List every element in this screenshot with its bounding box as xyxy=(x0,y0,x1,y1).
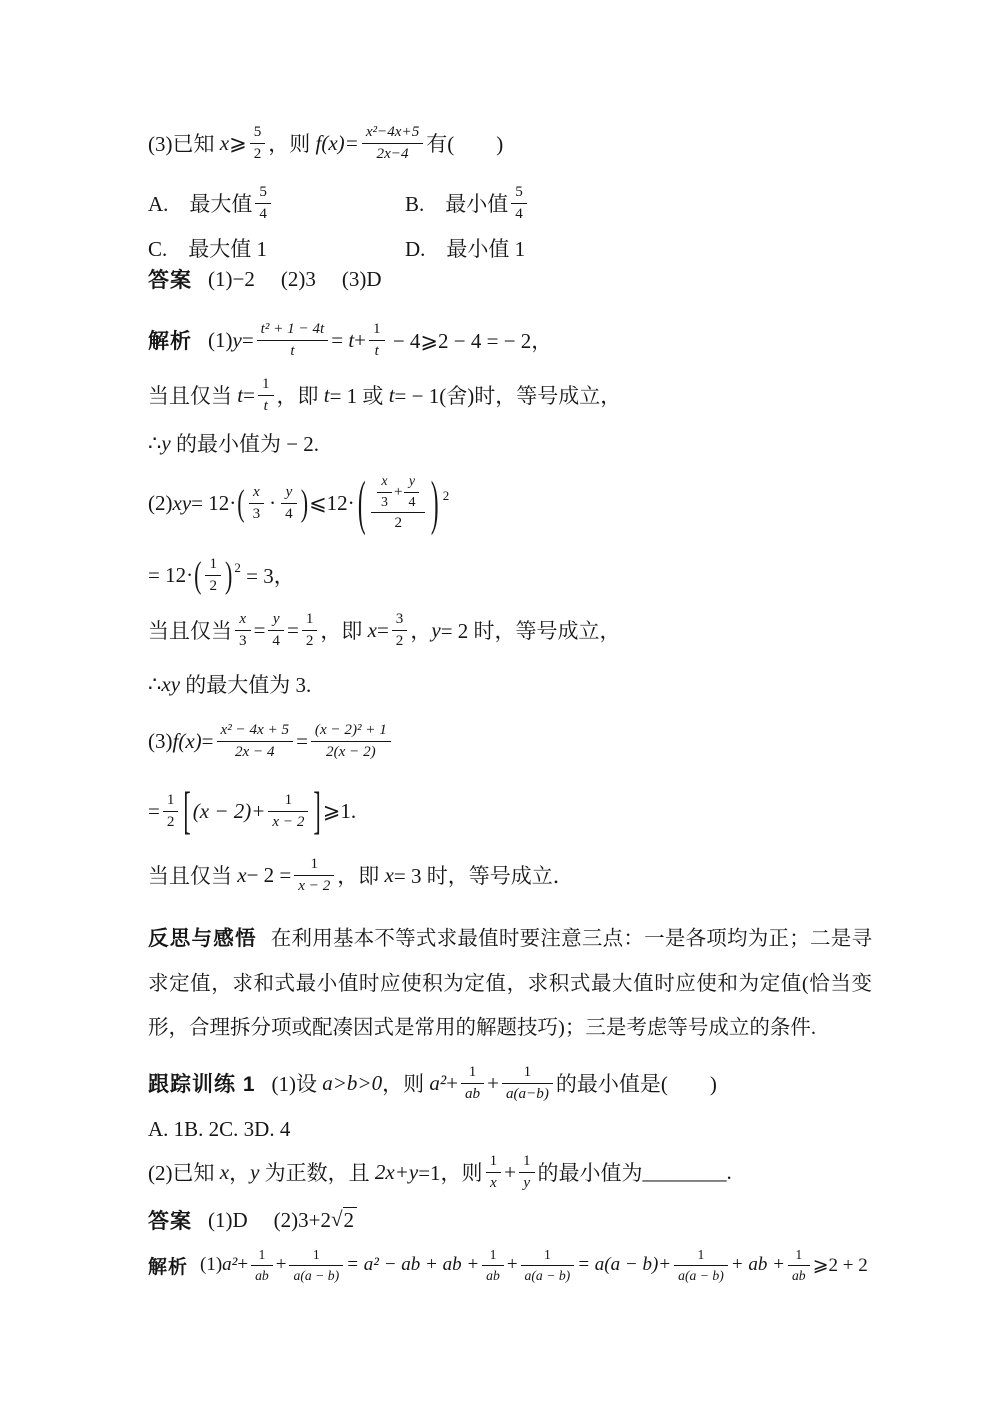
fraction-numerator: 5 xyxy=(511,183,527,204)
text-run: 的最大值为 3. xyxy=(180,673,312,697)
text-run: = xyxy=(241,327,254,352)
text-run: (2)已知 xyxy=(148,1161,220,1185)
math-run: x xyxy=(237,862,247,887)
math-run: + ab + xyxy=(730,1254,785,1275)
fraction xyxy=(461,1063,484,1104)
fraction xyxy=(369,320,385,361)
fraction-numerator: 5 xyxy=(250,123,266,144)
answer-item: (3)D xyxy=(341,266,382,291)
fraction xyxy=(311,721,391,762)
solution-2-step-2 xyxy=(148,551,295,599)
fraction xyxy=(235,610,251,651)
text-run: ，即 xyxy=(320,619,368,643)
fraction-denominator: ab xyxy=(486,1267,500,1283)
math-run: 2x+y xyxy=(374,1159,419,1184)
fraction xyxy=(258,375,274,416)
fraction-numerator xyxy=(371,473,425,513)
option-b xyxy=(405,183,530,224)
problem-3-statement xyxy=(148,118,503,168)
fraction-numerator: y xyxy=(268,610,284,631)
text-run: (1) xyxy=(200,1254,223,1275)
therefore-symbol: ∴ xyxy=(148,430,162,455)
math-run: y xyxy=(232,327,242,352)
text-run: (1)设 xyxy=(271,1072,323,1096)
text-run: ⩾1. xyxy=(322,798,357,823)
text-run: − 2 = xyxy=(246,862,292,887)
fraction xyxy=(281,483,297,524)
fraction-denominator: 2 xyxy=(166,813,175,830)
option-a-label: A. 最大值 xyxy=(148,192,253,216)
answer-line-1 xyxy=(148,264,382,294)
fraction-denominator: 2(x − 2) xyxy=(326,743,376,760)
option-c-label: C. 最大值 1 xyxy=(148,237,268,261)
fraction-denominator: 2 xyxy=(395,632,404,649)
options-row-2 xyxy=(148,233,525,263)
fraction xyxy=(251,1246,273,1283)
fraction xyxy=(511,183,527,224)
text-run: (3)已知 xyxy=(148,132,220,156)
math-run: t xyxy=(323,382,330,407)
solution-4-line xyxy=(148,1238,868,1292)
plus-sign: + xyxy=(487,1070,499,1095)
solution-1-step-1 xyxy=(148,315,552,365)
option-d-label: D. 最小值 1 xyxy=(405,237,526,261)
math-run: x xyxy=(219,130,230,155)
text-run: ⩾2 + 2 xyxy=(812,1254,868,1276)
fraction-numerator: 1 xyxy=(289,1246,343,1265)
fraction-denominator: 4 xyxy=(259,205,267,222)
text-run: + xyxy=(354,327,366,352)
fraction-denominator: 4 xyxy=(515,205,523,222)
fraction-denominator: 2 xyxy=(305,632,314,649)
fraction-denominator: a(a − b) xyxy=(524,1267,571,1283)
solution-3-step-3 xyxy=(148,852,574,898)
follow-up-training-q2 xyxy=(148,1149,732,1195)
fraction-denominator: x − 2 xyxy=(272,813,305,830)
fraction-denominator: ab xyxy=(255,1267,269,1283)
answer-item: (1)D xyxy=(208,1207,248,1232)
fraction-denominator: ab xyxy=(465,1085,481,1102)
fraction xyxy=(392,610,408,651)
text-run: = xyxy=(243,382,255,407)
text-run: = xyxy=(331,327,349,352)
answer-item: (1)−2 xyxy=(208,266,255,291)
fraction-denominator: a(a − b) xyxy=(293,1267,340,1283)
fraction-denominator: 2 xyxy=(253,145,262,162)
fraction xyxy=(788,1246,810,1283)
text-run: =1，则 xyxy=(418,1161,483,1185)
fraction xyxy=(217,721,294,762)
fraction-numerator: 1 xyxy=(674,1246,728,1265)
leq-run: ⩽12· xyxy=(309,490,355,515)
fraction-numerator: t² + 1 − 4t xyxy=(257,320,329,341)
text-run: 的最小值是( ) xyxy=(555,1072,717,1096)
fraction xyxy=(377,473,392,511)
fraction xyxy=(404,473,419,511)
text-run: ， xyxy=(410,619,432,643)
fraction-denominator: 3 xyxy=(381,494,388,510)
math-run: xy xyxy=(161,671,181,696)
math-run: x xyxy=(384,862,394,887)
fraction-denominator: a(a−b) xyxy=(505,1085,549,1102)
fraction-denominator: 4 xyxy=(285,505,293,522)
text-run: (3) xyxy=(148,728,173,753)
answer-item: (2)3 xyxy=(280,266,316,291)
fraction-denominator: 3 xyxy=(252,505,261,522)
reflection-label: 反思与感悟 xyxy=(148,927,257,950)
reflection-body: 在利用基本不等式求最值时要注意三点：一是各项均为正；二是寻求定值，求和式最小值时应使积为定值，求积式最大值时应使和为定值(恰当变形，合理拆分项或配凑因式是常用的解题技巧)；三是考虑等号成立的条件. xyxy=(148,928,873,1039)
fraction-numerator: 1 xyxy=(461,1063,484,1084)
fraction-numerator: x xyxy=(377,473,392,492)
fraction xyxy=(674,1246,728,1283)
fraction xyxy=(250,123,266,164)
fraction-numerator: 1 xyxy=(302,610,318,631)
math-run: x xyxy=(219,1159,230,1184)
fraction-denominator: x − 2 xyxy=(298,877,331,894)
fraction-numerator: 1 xyxy=(482,1246,504,1265)
solution-label: 解析 xyxy=(148,1256,189,1278)
text-run: (1) xyxy=(208,327,233,352)
fraction-numerator: x² − 4x + 5 xyxy=(217,721,294,742)
superscript-2: 2 xyxy=(442,487,450,503)
fraction-numerator: 1 xyxy=(205,555,221,576)
fraction xyxy=(268,791,308,832)
text-run: = xyxy=(286,617,299,642)
text-run: ，即 xyxy=(276,384,324,408)
fraction xyxy=(205,555,221,596)
fraction-denominator: 3 xyxy=(239,632,247,649)
follow-up-training-q1 xyxy=(148,1058,717,1108)
solution-3-step-2 xyxy=(148,780,357,840)
fraction xyxy=(521,1246,575,1283)
option-d xyxy=(405,233,525,263)
fraction-numerator: 1 xyxy=(519,1152,535,1173)
complex-fraction xyxy=(371,473,425,533)
fraction-denominator: a(a − b) xyxy=(678,1267,724,1283)
text-run: = − 1(舍)时，等号成立， xyxy=(394,384,622,408)
fraction-numerator: 1 xyxy=(258,375,274,396)
fraction-numerator: 1 xyxy=(486,1152,502,1173)
text-run: = 12· xyxy=(148,562,194,587)
text-run: ， xyxy=(229,1161,251,1185)
math-run: (x − 2)+ xyxy=(192,798,266,823)
solution-label: 解析 xyxy=(148,330,192,353)
math-run: = a² − ab + ab + xyxy=(346,1254,480,1275)
text-run: = xyxy=(148,798,160,823)
text-run: ，则 xyxy=(268,132,316,156)
text-run: − 4⩾2 − 4 = − 2， xyxy=(387,329,553,353)
fraction-numerator: 1 xyxy=(502,1063,553,1084)
fraction-numerator: 1 xyxy=(268,791,308,812)
math-run: a² xyxy=(222,1254,238,1275)
fraction-denominator: 2 xyxy=(209,577,217,594)
radical-sign: √ xyxy=(331,1207,343,1232)
fraction xyxy=(257,320,329,361)
superscript-2: 2 xyxy=(234,559,241,575)
answer-label: 答案 xyxy=(148,269,192,292)
fraction-denominator: t xyxy=(374,342,379,359)
big-paren-left: ( xyxy=(357,467,366,536)
training-options-text: A. 1B. 2C. 3D. 4 xyxy=(148,1117,291,1141)
plus-sign: + xyxy=(237,1254,249,1275)
reflection-note xyxy=(148,917,872,1051)
solution-3-step-1 xyxy=(148,716,394,766)
solution-2-conclusion xyxy=(148,669,311,699)
fraction xyxy=(294,855,334,896)
text-run: = xyxy=(296,728,308,753)
math-run: a² xyxy=(429,1070,447,1095)
math-run: t xyxy=(348,327,355,352)
fraction-denominator: y xyxy=(523,1174,531,1191)
text-run: 为正数，且 xyxy=(259,1161,375,1185)
fraction-denominator: ab xyxy=(791,1267,806,1283)
text-run: 的最小值为 xyxy=(537,1161,643,1185)
math-run: xy xyxy=(172,490,192,515)
text-run: 当且仅当 xyxy=(148,864,238,888)
fraction-numerator: 3 xyxy=(392,610,408,631)
solution-1-step-2 xyxy=(148,372,621,418)
fraction-numerator: 1 xyxy=(788,1246,810,1265)
training-label: 跟踪训练 1 xyxy=(148,1073,256,1096)
fraction xyxy=(268,610,284,651)
answer-line-2 xyxy=(148,1203,357,1237)
text-run: = 3 时，等号成立． xyxy=(393,864,574,888)
fraction xyxy=(502,1063,553,1104)
fraction-denominator: x xyxy=(489,1174,497,1191)
math-run: y xyxy=(161,430,171,455)
fraction xyxy=(519,1152,535,1193)
math-run: f(x) xyxy=(172,728,202,753)
fraction-numerator: (x − 2)² + 1 xyxy=(311,721,391,742)
plus-sign: + xyxy=(504,1159,516,1184)
fraction-denominator: 2x − 4 xyxy=(234,743,275,760)
fraction-denominator: 4 xyxy=(272,632,280,649)
text-run: = 1 或 xyxy=(329,384,389,408)
math-run: t xyxy=(237,382,244,407)
text-run: 有( ) xyxy=(426,132,504,156)
text-run: . xyxy=(726,1159,732,1184)
text-run: (2) xyxy=(148,490,173,515)
fraction xyxy=(362,123,423,164)
fraction-denominator: 2 xyxy=(394,514,402,531)
text-run: 当且仅当 xyxy=(148,384,238,408)
text-run: = xyxy=(201,728,214,753)
big-bracket-right: ] xyxy=(313,780,321,840)
training-options xyxy=(148,1117,290,1142)
plus-sign: + xyxy=(446,1070,458,1095)
big-paren-right: ) xyxy=(225,552,233,596)
multiply-dot: · xyxy=(269,490,277,515)
plus-sign: + xyxy=(506,1254,518,1275)
text-run: 当且仅当 xyxy=(148,619,232,643)
square-root xyxy=(331,1207,357,1232)
text-run: = 2 时，等号成立， xyxy=(440,619,621,643)
fraction-numerator: 1 xyxy=(294,855,334,876)
math-run: y xyxy=(431,617,441,642)
math-run: x xyxy=(367,617,377,642)
fraction-denominator: t xyxy=(290,342,295,359)
fraction-numerator: 1 xyxy=(163,791,179,812)
math-run: y xyxy=(250,1159,260,1184)
fraction-numerator: 5 xyxy=(255,183,271,204)
fraction-numerator: x xyxy=(235,610,251,631)
fraction-numerator: x²−4x+5 xyxy=(362,123,423,144)
options-row-1 xyxy=(148,179,530,227)
math-run: = a(a − b)+ xyxy=(577,1254,672,1275)
fraction-numerator: y xyxy=(404,473,419,492)
fraction-numerator: x xyxy=(249,483,265,504)
big-paren-left: ( xyxy=(194,552,202,596)
fraction xyxy=(486,1152,502,1193)
fraction-denominator: t xyxy=(263,397,268,414)
solution-1-conclusion xyxy=(148,428,319,458)
solution-2-step-1 xyxy=(148,468,449,538)
fraction xyxy=(255,183,271,224)
fraction-denominator: 2x−4 xyxy=(376,145,409,162)
math-run: f(x)= xyxy=(315,130,359,155)
text-run: = xyxy=(253,617,266,642)
big-bracket-left: [ xyxy=(183,780,191,840)
math-run: t xyxy=(388,382,395,407)
geq-symbol: ⩾ xyxy=(229,130,247,155)
plus-sign: + xyxy=(393,483,403,500)
fraction xyxy=(163,791,179,832)
fraction-numerator: 1 xyxy=(369,320,385,341)
big-paren-right: ) xyxy=(431,467,439,536)
option-c xyxy=(148,233,405,263)
fraction-numerator: y xyxy=(281,483,297,504)
option-b-label: B. 最小值 xyxy=(405,192,509,216)
answer-label: 答案 xyxy=(148,1210,192,1233)
big-paren-right: ) xyxy=(300,480,309,524)
fraction-numerator: 1 xyxy=(521,1246,575,1265)
math-run: a>b>0 xyxy=(322,1070,383,1095)
fraction-denominator: 4 xyxy=(408,494,416,510)
therefore-symbol: ∴ xyxy=(148,671,162,696)
radicand: 2 xyxy=(343,1207,358,1232)
fraction xyxy=(289,1246,343,1283)
text-run: = xyxy=(376,617,389,642)
plus-sign: + xyxy=(275,1254,287,1275)
text-run: = 3， xyxy=(240,564,295,588)
big-paren-left: ( xyxy=(237,480,245,524)
fraction xyxy=(482,1246,504,1283)
fraction-numerator: 1 xyxy=(251,1246,273,1265)
text-run: = 12· xyxy=(191,490,237,515)
solution-2-step-3 xyxy=(148,607,621,653)
text-run: 的最小值为 − 2. xyxy=(170,432,320,456)
answer-item: (2)3+2 xyxy=(273,1207,331,1232)
text-run: ，即 xyxy=(337,864,385,888)
text-run: ，则 xyxy=(382,1072,430,1096)
option-a xyxy=(148,183,405,224)
answer-blank: ________ xyxy=(642,1159,727,1184)
fraction xyxy=(249,483,265,524)
fraction xyxy=(302,610,318,651)
